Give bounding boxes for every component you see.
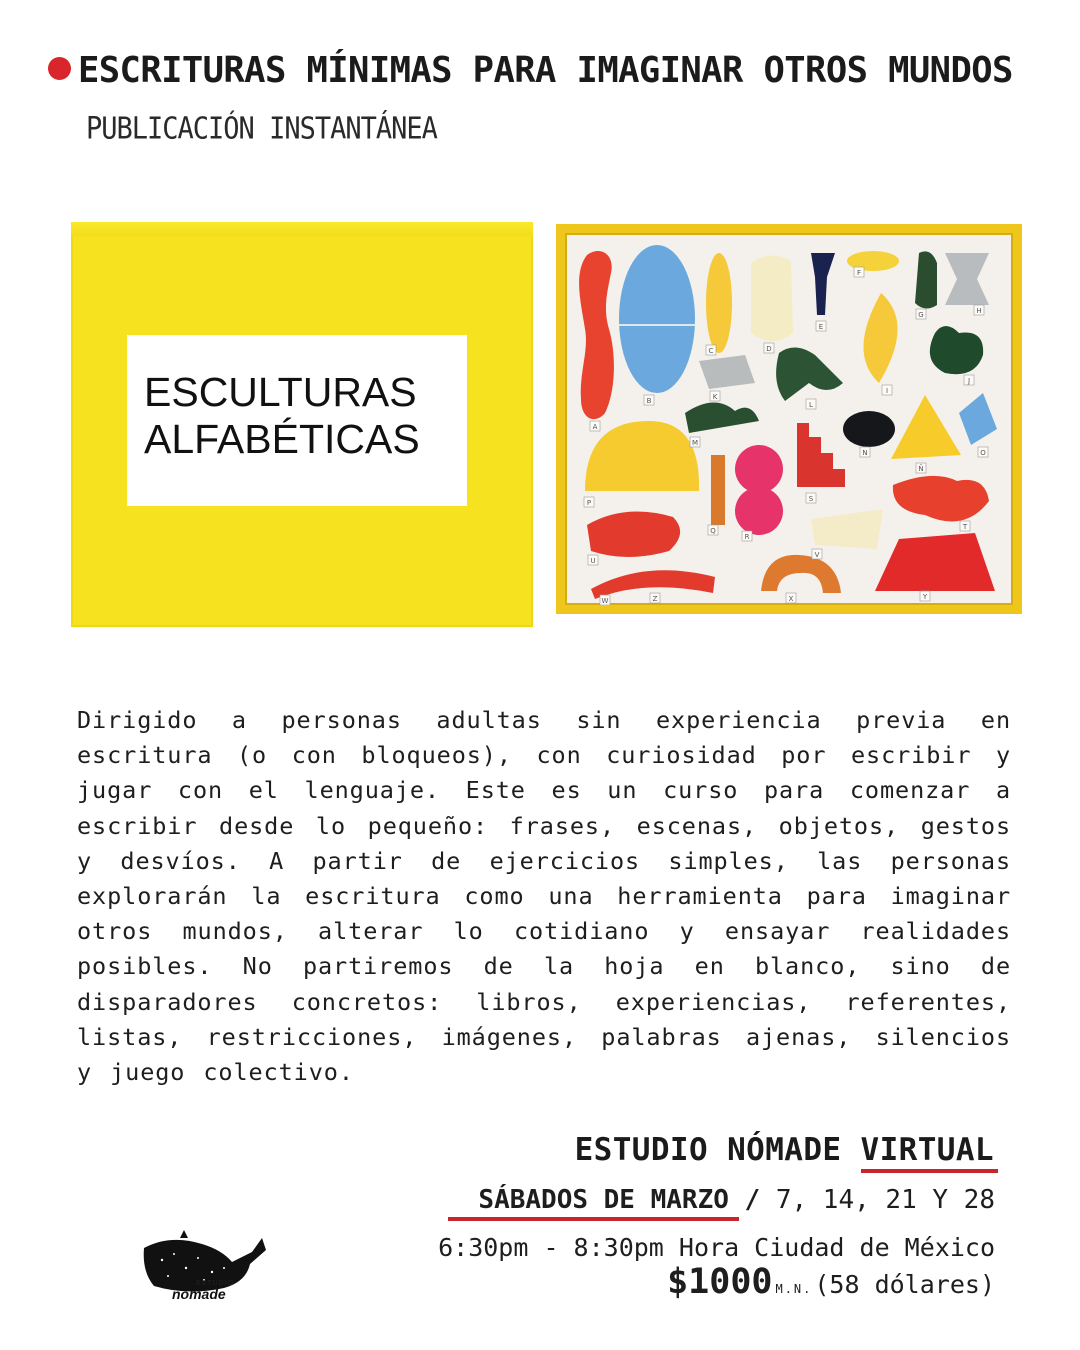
piece-h [945,253,989,305]
piece-letter-tag [978,447,988,457]
piece-r [711,455,725,525]
logo-wordmark: nómade [172,1286,226,1302]
piece-letter-tag [706,345,716,355]
piece-b [619,245,695,393]
cover-line-2: ALFABÉTICAS [144,416,420,462]
piece-letter-tag [974,305,984,315]
piece-letter-tag [964,375,974,385]
piece-u [893,476,989,522]
svg-text:O: O [980,449,986,457]
piece-p [959,393,997,445]
piece-n [843,411,895,447]
piece-z [875,533,995,591]
svg-text:H: H [976,307,982,315]
piece-letter-tag [916,309,926,319]
piece-letter-tag [710,391,720,401]
piece-letter-tag [764,343,774,353]
svg-text:U: U [590,557,596,565]
piece-m [685,402,759,433]
piece-k [699,355,755,389]
schedule-label: SÁBADOS DE MARZO [478,1185,729,1215]
piece-letter-tag [690,437,700,447]
price-line [667,1262,995,1302]
alphabet-sculpture-box [556,224,1022,614]
piece-letter-tag [644,395,654,405]
piece-v [587,512,680,557]
book-cover [71,222,533,627]
svg-text:G: G [918,311,924,319]
schedule-separator: / [744,1185,761,1215]
svg-text:P: P [586,499,592,507]
piece-letter-tag [600,595,610,605]
piece-e [811,253,835,315]
svg-text:E: E [818,323,824,331]
svg-text:D: D [766,345,772,353]
piece-letter-tag [960,521,970,531]
piece-y [761,555,841,593]
piece-letter-tag [816,321,826,331]
sculpture-pieces [565,233,1013,605]
svg-text:W: W [601,597,609,605]
piece-letter-tag [584,497,594,507]
cover-line-1: ESCULTURAS [144,369,417,415]
piece-l [776,347,843,401]
piece-letter-tag [650,593,660,603]
svg-text:B: B [646,397,652,405]
piece-q [585,421,699,491]
price-usd: (58 dólares) [814,1270,995,1299]
svg-text:V: V [814,551,820,559]
svg-text:Z: Z [652,595,658,603]
venue-line [575,1130,994,1170]
page-subtitle: PUBLICACIÓN INSTANTÁNEA [86,111,437,147]
price-currency: M.N. [775,1282,813,1296]
piece-o [891,395,961,459]
schedule-hours: 6:30pm - 8:30pm Hora Ciudad de México [438,1233,995,1262]
schedule-line [478,1183,995,1217]
page-title: ESCRITURAS MÍNIMAS PARA IMAGINAR OTROS MUNDOS [78,50,1013,91]
svg-text:Y: Y [922,593,928,601]
svg-text:N: N [862,449,868,457]
piece-c [706,253,732,353]
piece-a [579,251,614,419]
svg-text:X: X [788,595,794,603]
piece-letter-tag [812,549,822,559]
venue-prefix: ESTUDIO NÓMADE [574,1132,842,1168]
piece-letter-tag [590,421,600,431]
svg-text:L: L [809,401,813,409]
piece-letter-tag [920,591,930,601]
piece-s2 [735,487,783,535]
piece-letter-tag [588,555,598,565]
svg-text:F: F [856,269,862,277]
piece-s1 [735,445,783,493]
piece-t [797,423,845,487]
piece-letter-tag [786,593,796,603]
red-dot-icon [48,57,71,80]
svg-text:K: K [712,393,718,401]
cover-label [127,335,467,506]
svg-text:I: I [885,387,889,395]
svg-text:T: T [962,523,968,531]
svg-text:Q: Q [710,527,716,535]
svg-text:A: A [592,423,598,431]
svg-text:J: J [967,377,971,385]
piece-w [811,509,883,549]
svg-text:M: M [691,439,699,447]
logo-small-text: ESTUDIO [196,1280,235,1287]
piece-letter-tag [860,447,870,457]
price-amount: $1000 [667,1262,773,1302]
svg-text:C: C [708,347,714,355]
piece-d [751,255,793,341]
svg-text:S: S [808,495,814,503]
piece-letter-tag [806,399,816,409]
piece-letter-tag [916,463,926,473]
piece-letter-tag [806,493,816,503]
piece-letter-tag [742,531,752,541]
piece-i [863,293,897,383]
schedule-dates: 7, 14, 21 Y 28 [775,1185,995,1215]
svg-text:Ñ: Ñ [918,465,924,473]
piece-letter-tag [854,267,864,277]
piece-j [930,326,983,374]
piece-g [915,251,937,308]
piece-letter-tag [708,525,718,535]
course-description: Dirigido a personas adultas sin experiencia previa en escritura (o con bloqueos), con curiosidad por escribir y jugar con el lenguaje. Este es un curso para comenzar a escribir desde lo pequeño: frases, escenas, objetos, gestos y desvíos. A partir de ejercicios simples, las personas explorarán la escritura como una herramienta para imaginar otros mundos, alterar lo cotidiano y ensayar realidades posibles. No partiremos de la hoja en blanco, sino de disparadores concretos: libros, experiencias, referentes, listas, restricciones, imágenes, palabras ajenas, silencios y juego colectivo. [77,706,1011,1087]
venue-mode: VIRTUAL [860,1132,994,1168]
piece-letter-tag [882,385,892,395]
svg-text:R: R [744,533,750,541]
